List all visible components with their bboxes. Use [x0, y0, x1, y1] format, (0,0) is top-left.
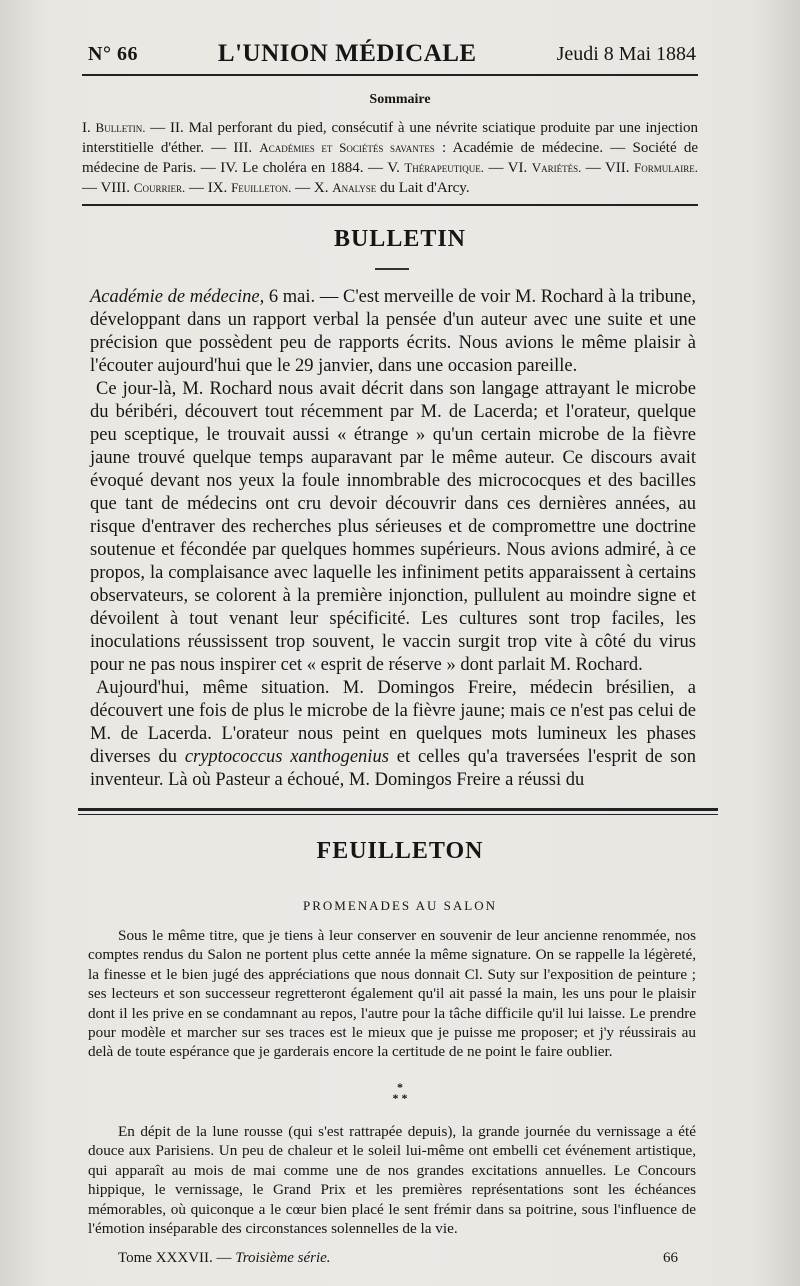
page-number: 66 [663, 1250, 678, 1266]
bulletin-divider [375, 268, 409, 270]
sommaire-rule [82, 204, 698, 206]
bulletin-title: BULLETIN [333, 226, 467, 252]
sommaire-title: Sommaire [369, 92, 431, 107]
issue-date: Jeudi 8 Mai 1884 [556, 42, 696, 65]
sommaire-text: I. Bulletin. — II. Mal perforant du pied, consécutif à une névrite sciatique produite par une injection interstitielle d'éther. — III. Académies et Sociétés savantes : Académie de médecine. — Société de médecine de Paris. — IV. Le choléra en 1884. — V. Thérapeutique. — VI. Variétés. — VII. Formulaire. — VIII. Courrier. — IX. Feuilleton. — X. Analyse du Lait d'Arcy. [82, 120, 698, 196]
bulletin-body [90, 286, 696, 792]
journal-title: L'UNION MÉDICALE [217, 40, 477, 67]
feuilleton-title: FEUILLETON [316, 838, 484, 864]
header-rule [82, 74, 698, 76]
feuilleton-body [88, 926, 696, 1062]
bulletin-paragraph: Aujourd'hui, même situation. M. Domingos Freire, médecin brésilien, a découvert une fois de plus le microbe de la fièvre jaune; mais ce n'est pas celui de M. de Lacerda. L'orateur nous peint en quelques mots lumineux les phases diverses du cryptococcus xanthogenius et celles qu'a traversées l'esprit de son inventeur. Là où Pasteur a échoué, M. Domingos Freire a réussi du [90, 678, 696, 790]
page-footer [118, 1250, 678, 1267]
issue-number: N° 66 [88, 42, 138, 65]
page-header [88, 34, 696, 74]
feuilleton-rule-top [78, 808, 718, 811]
feuilleton-rule-bottom [78, 814, 718, 815]
feuilleton-paragraph: En dépit de la lune rousse (qui s'est rattrapée depuis), la grande journée du vernissage a été douce aux Parisiens. Un peu de chaleur et le soleil lui-même ont embelli cet événement artistique, qui apparaît au mois de mai comme une de nos grandes excitations annuelles. Le Concours hippique, le vernissage, le Grand Prix et les premières représentations sont les échéances mémorables, où quiconque a le cœur bien placé le sent frémir dans sa poitrine, sous l'influence de l'émotion inséparable des circonstances solennelles de la vie. [88, 1123, 696, 1238]
feuilleton-paragraph: Sous le même titre, que je tiens à leur conserver en souvenir de leur ancienne renommée, nos comptes rendus du Salon ne portent plus cette année la même signature. On se rappelle la légèreté, la finesse et le bien jugé des appréciations que nous donnait Cl. Suty sur l'exposition de peinture ; ses lecteurs et son successeur regretteront également qu'il ait passé la main, les uns pour le plaisir dont il les prive en se condamnant au repos, l'autre pour la tâche difficile qu'il lui laisse. Le prendre pour modèle et marcher sur ses traces est le mieux que je puisse me proposer; et j'y réussirais au delà de toute espérance que je garderais encore la certitude de ne point le faire oublier. [88, 927, 696, 1061]
feuilleton-subtitle: PROMENADES AU SALON [302, 898, 498, 913]
bulletin-paragraph: Ce jour-là, M. Rochard nous avait décrit dans son langage attrayant le microbe du béribéri, découvert tout récemment par M. de Lacerda; et l'orateur, quelque peu sceptique, le trouvait aussi « étrange » qu'un certain microbe de la fièvre jaune trouvé quelque temps auparavant par le même auteur. Ce discours avait évoqué devant nos yeux la foule innombrable des micrococques et des bacilles que tant de médecins ont cru devoir découvrir dans ces dernières années, au risque d'entraver des recherches plus sérieuses et de compromettre une doctrine soutenue et fécondée par quelques hommes supérieurs. Nous avions admiré, à ce propos, la complaisance avec laquelle les infiniment petits apparaissent à certains observateurs, se colorent à la première injonction, pullulent au moindre signe et dévoilent à tout venant leur spécificité. Les cultures sont trop faciles, les inoculations réussissent trop souvent, le vaccin surgit trop vite à côté du virus pour ne pas nous inspirer cet « esprit de réserve » dont parlait M. Rochard. [90, 379, 696, 675]
section-asterism: * * * [392, 1080, 408, 1105]
feuilleton-body-continued [88, 1122, 696, 1238]
bulletin-paragraph: Académie de médecine, 6 mai. — C'est merveille de voir M. Rochard à la tribune, développant dans un rapport verbal la pensée d'un auteur avec une suite et une précision que possèdent peu de rapports écrits. Nous avions le même plaisir à l'écouter aujourd'hui que le 29 janvier, dans une occasion pareille. [90, 287, 696, 376]
footer-volume: Tome XXXVII. — Troisième série. [118, 1250, 331, 1266]
